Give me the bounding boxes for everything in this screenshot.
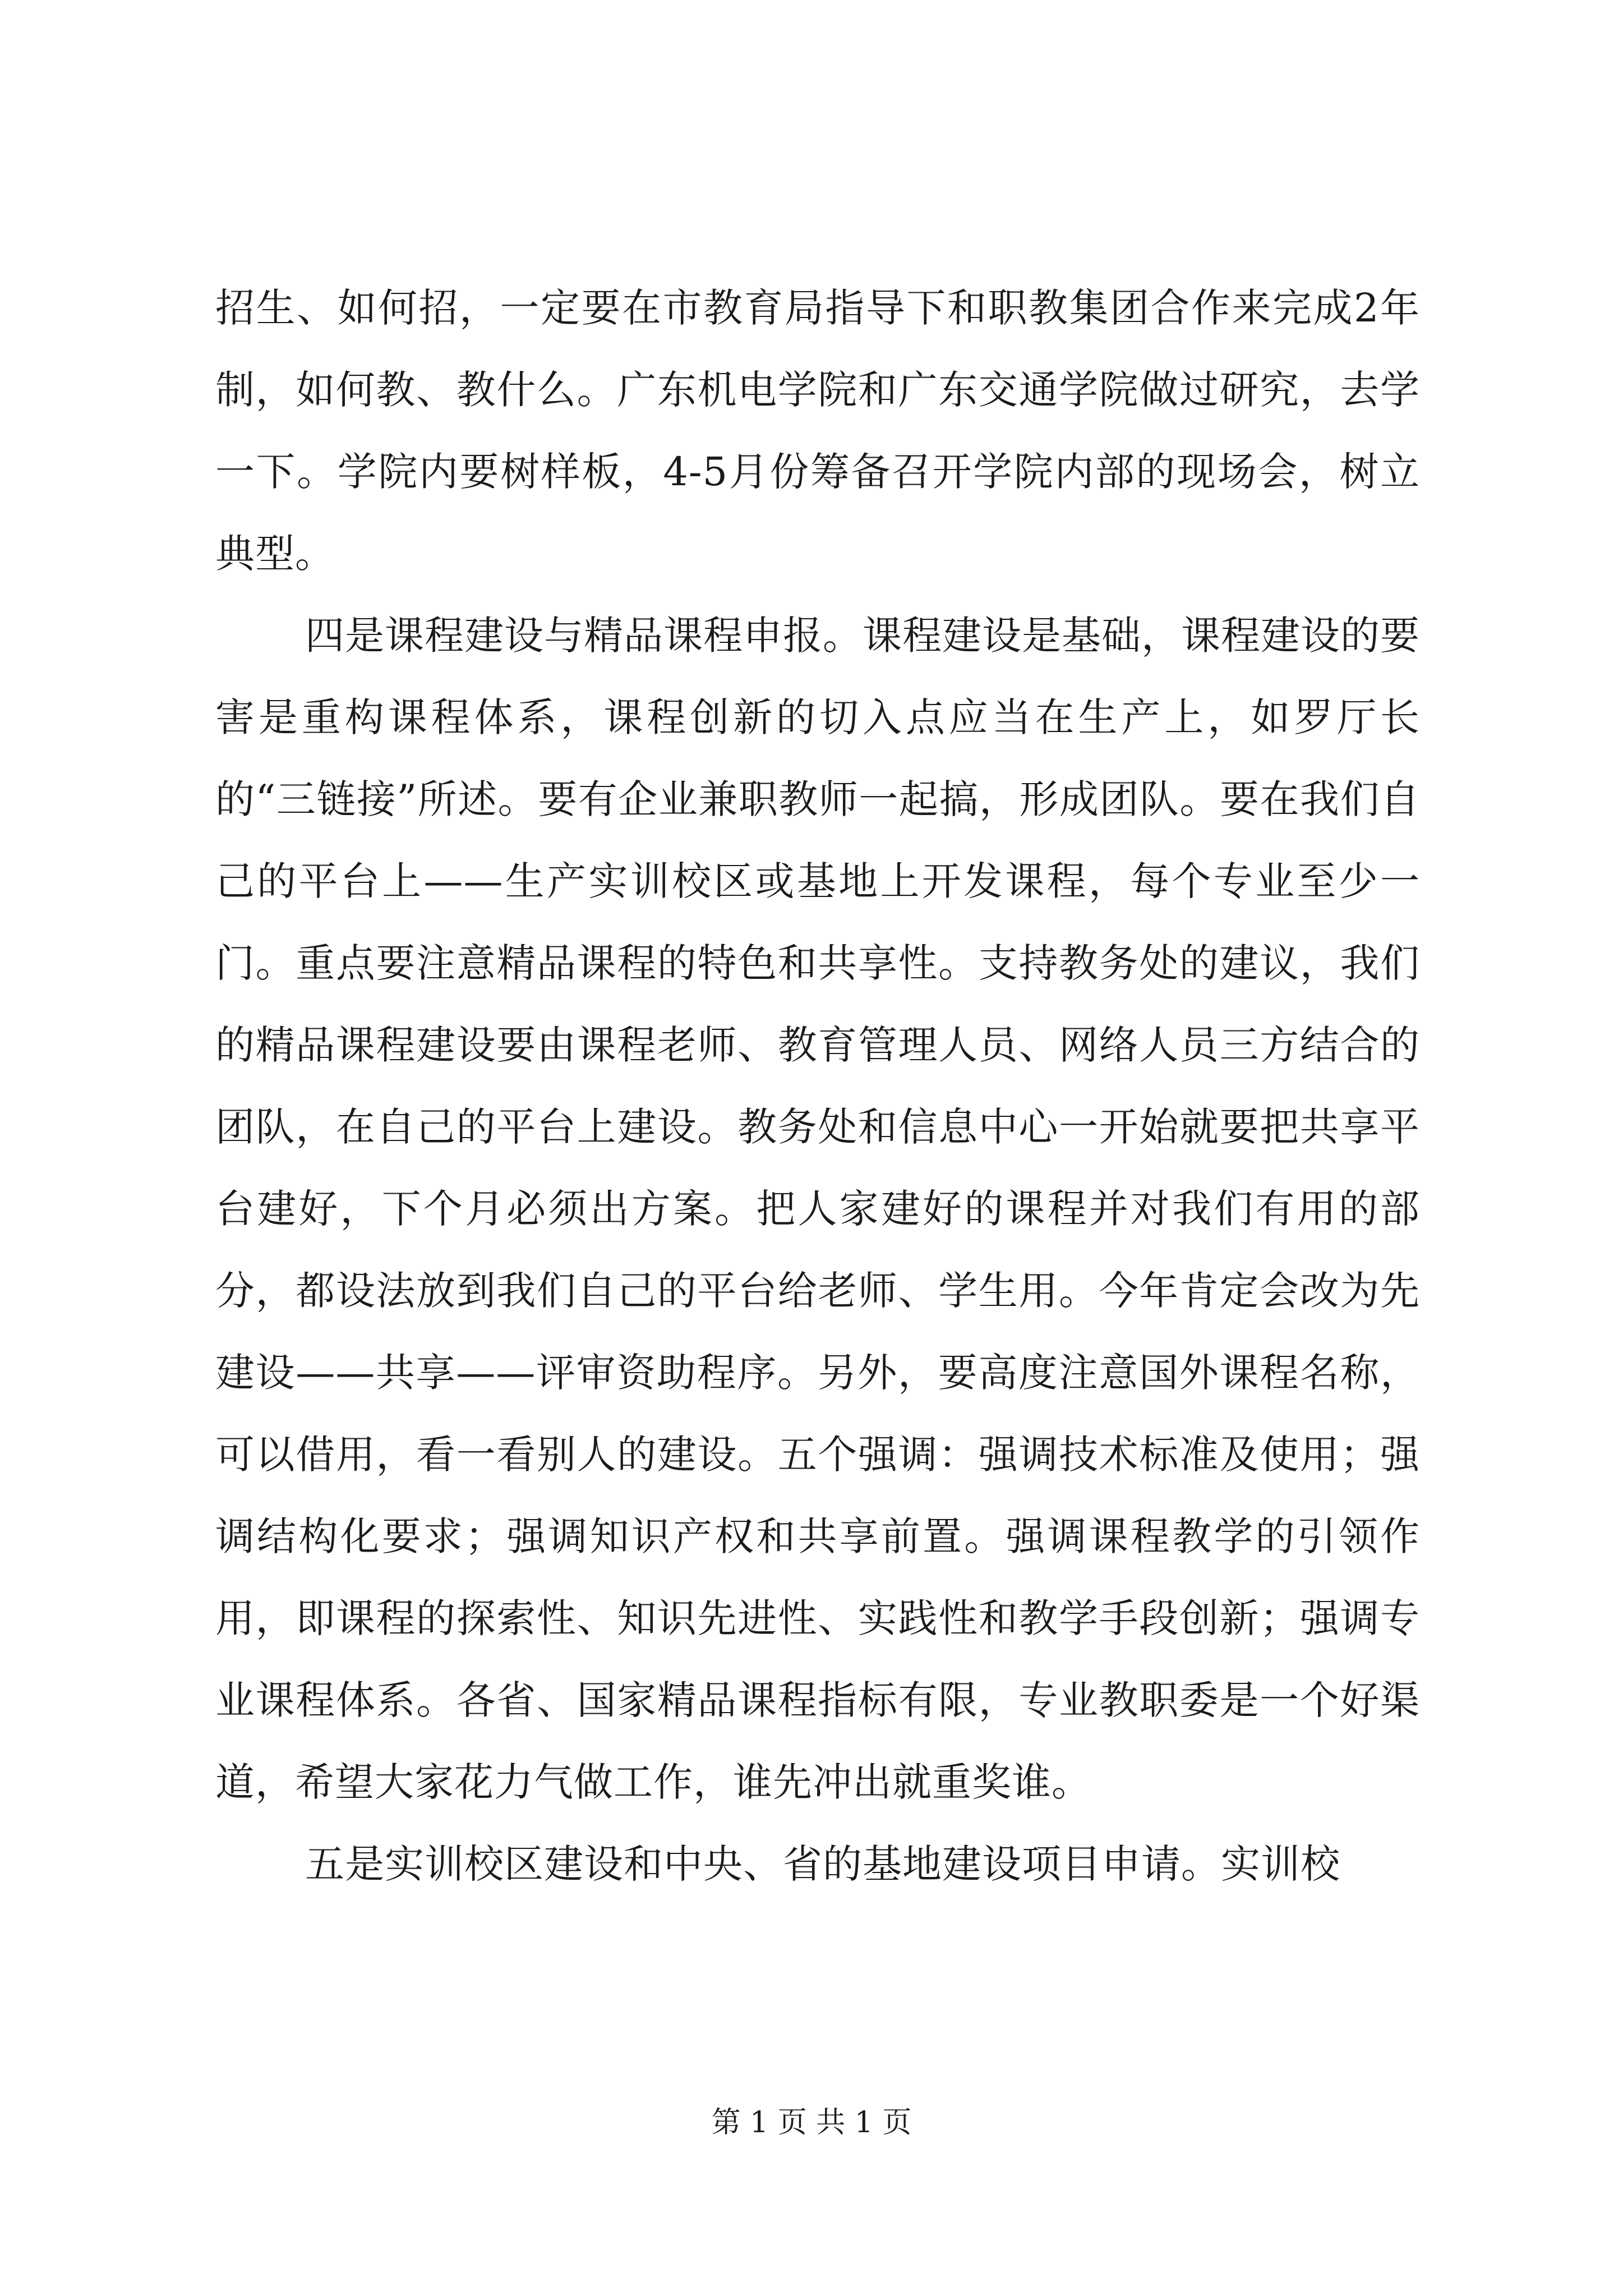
- paragraph-course-construction: 四是课程建设与精品课程申报。课程建设是基础，课程建设的要害是重构课程体系，课程创新的切入点应当在生产上，如罗厅长的“三链接”所述。要有企业兼职教师一起搞，形成团队。要在我们自己的平台上——生产实训校区或基地上开发课程，每个专业至少一门。重点要注意精品课程的特色和共享性。支持教务处的建议，我们的精品课程建设要由课程老师、教育管理人员、网络人员三方结合的团队，在自己的平台上建设。教务处和信息中心一开始就要把共享平台建好，下个月必须出方案。把人家建好的课程并对我们有用的部分，都设法放到我们自己的平台给老师、学生用。今年肯定会改为先建设——共享——评审资助程序。另外，要高度注意国外课程名称，可以借用，看一看别人的建设。五个强调：强调技术标准及使用；强调结构化要求；强调知识产权和共享前置。强调课程教学的引领作用，即课程的探索性、知识先进性、实践性和教学手段创新；强调专业课程体系。各省、国家精品课程指标有限，专业教职委是一个好渠道，希望大家花力气做工作，谁先冲出就重奖谁。: [215, 613, 1420, 1805]
- paragraph-training-campus: 五是实训校区建设和中央、省的基地建设项目申请。实训校: [305, 1841, 1340, 1887]
- document-body: [215, 267, 1420, 1905]
- paragraph-enrollment: 招生、如何招，一定要在市教育局指导下和职教集团合作来完成2年制，如何教、教什么。广东机电学院和广东交通学院做过研究，去学一下。学院内要树样板，4-5月份筹备召开学院内部的现场会，树立典型。: [215, 285, 1420, 577]
- page-footer: 第 1 页 共 1 页: [711, 2106, 912, 2139]
